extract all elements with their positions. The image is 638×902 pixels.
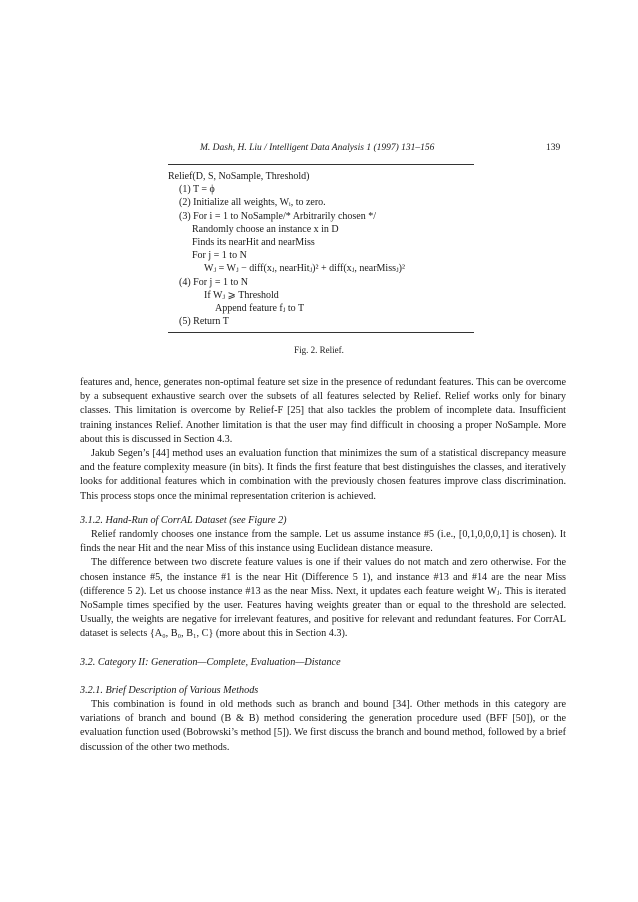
algo-line: Relief(D, S, NoSample, Threshold) (168, 171, 310, 182)
paragraph: This combination is found in old methods such as branch and bound [34]. Other methods in this category are variations of branch and bound (B & B) method considering the generation procedure used (BFF [50]), or the evaluation function used (Bobrowski’s method [5]). We first discuss the branch and bound method, followed by a brief discussion of the other two methods. (80, 699, 566, 753)
page-number: 139 (546, 143, 561, 153)
paragraph: features and, hence, generates non-optimal feature set size in the presence of redundant features. This can be overcome by a subsequent exhaustive search over the subsets of all features selected by Relief. Relief works only for binary classes. This limitation is overcome by Relief-F [25] that also tackles the problem of incomplete data. Insufficient training instances Relief. Another limitation is that the user may find difficult in choosing a proper NoSample. More about this is discussed in Section 4.3. (80, 377, 566, 445)
algo-line: For j = 1 to N (192, 250, 247, 262)
running-title: M. Dash, H. Liu / Intelligent Data Analysis 1 (1997) 131–156 (200, 143, 435, 153)
paragraph: Jakub Segen’s [44] method uses an evaluation function that minimizes the sum of a statistical discrepancy measure and the feature complexity measure (in bits). It finds the first feature that best distinguishes the classes, and iteratively looks for additional features which in combination with the previously chosen features improve class discrimination. This process stops once the minimal representation criterion is achieved. (80, 448, 566, 502)
algo-line: (3) For i = 1 to NoSample/* Arbitrarily chosen */ (179, 210, 377, 222)
page-header (0, 143, 638, 157)
section-heading: 3.2. Category II: Generation—Complete, Evaluation—Distance (80, 656, 341, 668)
algo-line: (1) T = ϕ (179, 184, 215, 196)
algorithm-box (168, 164, 474, 333)
paragraph: The difference between two discrete feature values is one if their values do not match and zero otherwise. For the chosen instance #5, the instance #1 is the near Hit (Difference 5 1), and instance #13 and #14 are the near Miss (difference 5 2). Let us choose instance #13 as the near Miss. Next, it updates each feature weight Wⱼ. This is iterated NoSample times specified by the user. Features having weights greater than or equal to the threshold are selected. Usually, the weights are negative for irrelevant features, and positive for relevant and redundant features. For CorrAL dataset is selects {A₀, B₀, B₁, C} (more about this in Section 4.3). (80, 557, 566, 640)
algo-line: (5) Return T (179, 316, 229, 328)
algo-line: If Wⱼ ⩾ Threshold (204, 289, 279, 301)
algo-line: Wⱼ = Wⱼ − diff(xⱼ, nearHitⱼ)² + diff(xⱼ, nearMissⱼ)² (204, 263, 405, 275)
section-heading: 3.2.1. Brief Description of Various Methods (80, 684, 259, 696)
algo-line: Finds its nearHit and nearMiss (192, 237, 315, 249)
algo-line: (2) Initialize all weights, Wᵢ, to zero. (179, 197, 326, 209)
algo-line: Append feature fⱼ to T (215, 303, 305, 315)
figure-caption: Fig. 2. Relief. (294, 345, 344, 355)
algo-line: (4) For j = 1 to N (179, 276, 248, 288)
section-heading: 3.1.2. Hand-Run of CorrAL Dataset (see Figure 2) (80, 514, 287, 526)
algo-line: Randomly choose an instance x in D (192, 223, 339, 235)
body-text (80, 376, 566, 755)
paragraph: Relief randomly chooses one instance from the sample. Let us assume instance #5 (i.e., [0,1,0,0,0,1] is chosen). It finds the near Hit and the near Miss of this instance using Euclidean distance measure. (80, 529, 566, 555)
